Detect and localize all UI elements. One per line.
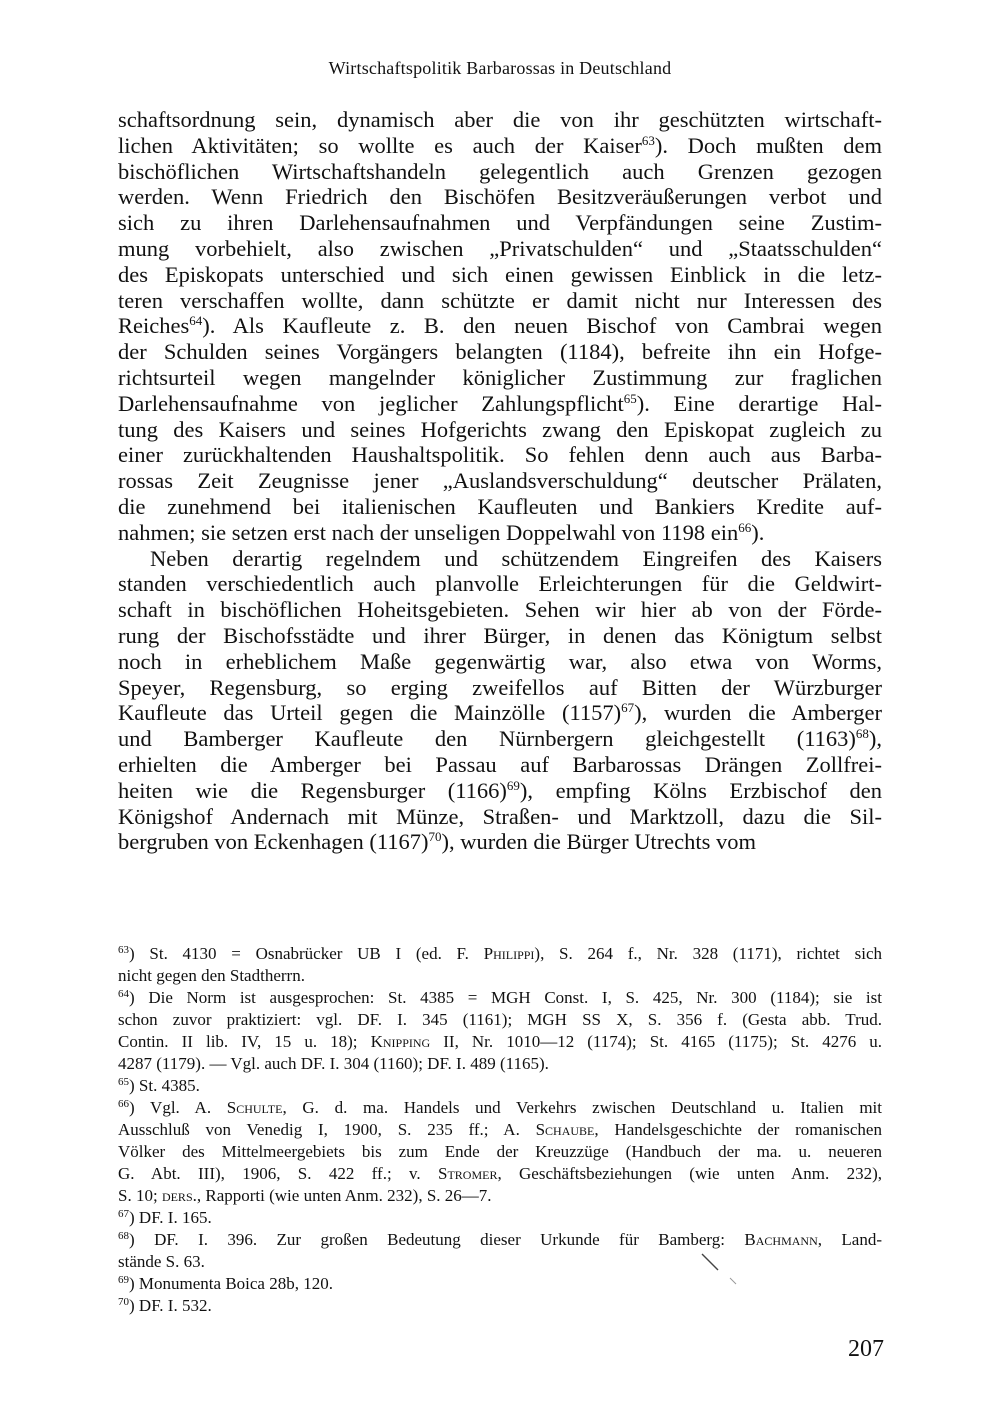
body-text-segment: Königshof Andernach mit Münze, Straßen- und Marktzoll, dazu die Sil- (118, 803, 882, 829)
footnote-text: ) DF. I. 532. (129, 1296, 212, 1315)
footnote-text: ) Die Norm ist ausgesprochen: St. 4385 = MGH Const. I, S. 425, Nr. 300 (1184); sie ist (129, 988, 882, 1007)
footnote-text: stände S. 63. (118, 1252, 205, 1271)
footnote-reference: 65 (623, 390, 637, 406)
body-line (118, 133, 882, 159)
footnote-mark: 67 (118, 1208, 129, 1220)
footnote-line (118, 1009, 882, 1031)
footnote-mark: 70 (118, 1296, 129, 1308)
body-text-segment: heiten wie die Regensburger (1166) (118, 777, 507, 803)
body-text-segment: standen verschiedentlich auch planvolle Erleichterungen für die Geldwirt- (118, 571, 882, 597)
body-text-segment: ). Als Kaufleute z. B. den neuen Bischof von Cambrai wegen (202, 313, 882, 339)
body-text-segment: die zunehmend bei italienischen Kaufleuten und Bankiers Kredite auf- (118, 493, 882, 519)
body-text-segment: ), (868, 726, 882, 752)
body-text-segment: Reiches (118, 313, 190, 339)
body-text-segment: mung vorbehielt, also zwischen „Privatschulden“ und „Staatsschulden“ (118, 235, 882, 261)
footnote-reference: 70 (428, 829, 442, 845)
footnote-text: schon zuvor praktiziert: vgl. DF. I. 345 (1161); MGH SS X, S. 356 f. (Gesta abb. Trud. (118, 1010, 882, 1029)
footnote-line (118, 943, 882, 965)
footnote-line (118, 987, 882, 1009)
body-text-segment: und Bamberger Kaufleute den Nürnbergern gleichgestellt (1163) (118, 726, 856, 752)
footnote (118, 1295, 882, 1317)
body-text-segment: sich zu ihren Darlehensaufnahmen und Verpfändungen seine Zustim- (118, 210, 882, 236)
body-line (118, 442, 882, 468)
footnote-text: ) St. 4130 = Osnabrücker UB I (ed. F. Philippi), S. 264 f., Nr. 328 (1171), richtet sich (129, 944, 882, 963)
footnote (118, 987, 882, 1075)
footnote-line (118, 1185, 882, 1207)
body-text-segment: bergruben von Eckenhagen (1167) (118, 829, 429, 855)
body-line (118, 700, 882, 726)
body-line (118, 494, 882, 520)
body-text-segment: Neben derartig regelndem und schützendem Eingreifen des Kaisers (150, 545, 882, 571)
body-text-segment: ), wurden die Bürger Utrechts vom (441, 829, 757, 855)
footnote (118, 1097, 882, 1207)
body-text-segment: schaftsordnung sein, dynamisch aber die von ihr geschützten wirtschaft- (118, 107, 882, 132)
body-line (118, 313, 882, 339)
body-line (118, 468, 882, 494)
body-text-segment: rossas Zeit Zeugnisse jener „Auslandsverschuldung“ deutscher Prälaten, (118, 468, 882, 494)
body-line (118, 339, 882, 365)
body-line (118, 159, 882, 185)
footnote-text: G. Abt. III), 1906, S. 422 ff.; v. Stromer, Geschäftsbeziehungen (wie unten Anm. 232), (118, 1164, 882, 1183)
footnote-text: ) St. 4385. (129, 1076, 200, 1095)
footnote-line (118, 965, 882, 987)
body-line (118, 262, 882, 288)
body-text-segment: schaft in bischöflichen Hoheitsgebieten. Sehen wir hier ab von der Förde- (118, 597, 882, 623)
footnote (118, 943, 882, 987)
body-line (118, 107, 882, 133)
footnote (118, 1273, 882, 1295)
body-line (118, 752, 882, 778)
footnote-line (118, 1251, 882, 1273)
footnote-line (118, 1273, 882, 1295)
body-text (118, 107, 882, 855)
body-text-segment: erhielten die Amberger bei Passau auf Barbarossas Drängen Zollfrei- (118, 751, 882, 777)
footnote-line (118, 1097, 882, 1119)
body-text-segment: Speyer, Regensburg, so erging zweifellos auf Bitten der Würzburger (118, 674, 882, 700)
footnote (118, 1229, 882, 1273)
body-text-segment: tung des Kaisers und seines Hofgerichts zwang den Episkopat zugleich zu (118, 416, 882, 442)
footnote-text: ) DF. I. 165. (129, 1208, 212, 1227)
body-text-segment: des Episkopats unterschied und sich einen gewissen Einblick in die letz- (118, 261, 882, 287)
body-line (118, 184, 882, 210)
footnote-line (118, 1207, 882, 1229)
body-text-segment: ). Doch mußten dem (654, 132, 882, 158)
body-line (118, 649, 882, 675)
footnote-text: 4287 (1179). — Vgl. auch DF. I. 304 (1160); DF. I. 489 (1165). (118, 1054, 549, 1073)
body-text-segment: nahmen; sie setzen erst nach der unseligen Doppelwahl von 1198 ein (118, 519, 739, 545)
footnote-reference: 63 (641, 132, 655, 148)
footnote-mark: 64 (118, 988, 129, 1000)
footnote-line (118, 1295, 882, 1317)
body-line (118, 571, 882, 597)
page-number: 207 (848, 1336, 884, 1362)
body-text-segment: lichen Aktivitäten; so wollte es auch der Kaiser (118, 132, 642, 158)
footnote-line (118, 1053, 882, 1075)
body-text-segment: Darlehensaufnahme von jeglicher Zahlungspflicht (118, 390, 624, 416)
body-line (118, 778, 882, 804)
body-line (118, 365, 882, 391)
body-line (118, 288, 882, 314)
running-head: Wirtschaftspolitik Barbarossas in Deutschland (328, 58, 672, 78)
body-text-segment: teren verschaffen wollte, dann schützte er damit nicht nur Interessen des (118, 287, 882, 313)
footnote-line (118, 1031, 882, 1053)
body-text-segment: ), wurden die Amberger (634, 700, 882, 726)
body-line (118, 520, 882, 546)
footnote-line (118, 1229, 882, 1251)
body-text-segment: richtsurteil wegen mangelnder königlicher Zustimmung zur fraglichen (118, 364, 882, 390)
footnote-text: ) Monumenta Boica 28b, 120. (129, 1274, 333, 1293)
body-line (118, 210, 882, 236)
body-text-segment: einer zurückhaltenden Haushaltspolitik. So fehlen denn auch aus Barba- (118, 442, 882, 468)
footnote-reference: 68 (855, 726, 869, 742)
footnote-reference: 69 (506, 777, 520, 793)
footnote-line (118, 1141, 882, 1163)
body-line (118, 546, 882, 572)
body-text-segment: der Schulden seines Vorgängers belangten (1184), befreite ihn ein Hofge- (118, 339, 882, 365)
body-line (118, 417, 882, 443)
body-text-segment: noch in erheblichem Maße gegenwärtig war, also etwa von Worms, (118, 648, 882, 674)
footnote-text: Ausschluß von Venedig I, 1900, S. 235 ff.; A. Schaube, Handelsgeschichte der romanischen (118, 1120, 882, 1139)
footnote-reference: 66 (738, 519, 752, 535)
body-text-segment: bischöflichen Wirtschaftshandeln gelegentlich auch Grenzen gezogen (118, 158, 882, 184)
body-line (118, 391, 882, 417)
body-text-segment: ). Eine derartige Hal- (636, 390, 882, 416)
footnote-line (118, 1119, 882, 1141)
footnote-text: nicht gegen den Stadtherrn. (118, 966, 305, 985)
stray-pen-mark (700, 1252, 742, 1288)
body-line (118, 597, 882, 623)
footnote-text: ) Vgl. A. Schulte, G. d. ma. Handels und Verkehrs zwischen Deutschland u. Italien mit (129, 1098, 882, 1117)
footnote-reference: 64 (189, 313, 203, 329)
footnote-line (118, 1163, 882, 1185)
footnote-mark: 69 (118, 1274, 129, 1286)
body-line (118, 804, 882, 830)
body-line (118, 726, 882, 752)
footnote-mark: 63 (118, 944, 129, 956)
footnote-line (118, 1075, 882, 1097)
body-line (118, 675, 882, 701)
footnote-reference: 67 (621, 700, 635, 716)
body-text-segment: Kaufleute das Urteil gegen die Mainzölle (1157) (118, 700, 622, 726)
footnote-text: Völker des Mittelmeergebiets bis zum Ende der Kreuzzüge (Handbuch der ma. u. neueren (118, 1142, 882, 1161)
footnote-text: S. 10; ders., Rapporti (wie unten Anm. 232), S. 26—7. (118, 1186, 492, 1205)
body-text-segment: rung der Bischofsstädte und ihrer Bürger, in denen das Königtum selbst (118, 622, 882, 648)
footnote-mark: 65 (118, 1076, 129, 1088)
body-line (118, 623, 882, 649)
body-text-segment: werden. Wenn Friedrich den Bischöfen Besitzveräußerungen verbot und (118, 184, 882, 210)
footnote-mark: 66 (118, 1098, 129, 1110)
body-text-segment: ). (751, 519, 765, 545)
footnote-mark: 68 (118, 1230, 129, 1242)
footnote (118, 1075, 882, 1097)
body-line (118, 829, 882, 855)
body-text-segment: ), empfing Kölns Erzbischof den (519, 777, 882, 803)
footnote-text: Contin. II lib. IV, 15 u. 18); Knipping II, Nr. 1010—12 (1174); St. 4165 (1175); St. 4276 u. (118, 1032, 883, 1051)
footnote (118, 1207, 882, 1229)
footnotes (118, 943, 882, 1317)
body-line (118, 236, 882, 262)
footnote-text: ) DF. I. 396. Zur großen Bedeutung dieser Urkunde für Bamberg: Bachmann, Land- (129, 1230, 882, 1249)
